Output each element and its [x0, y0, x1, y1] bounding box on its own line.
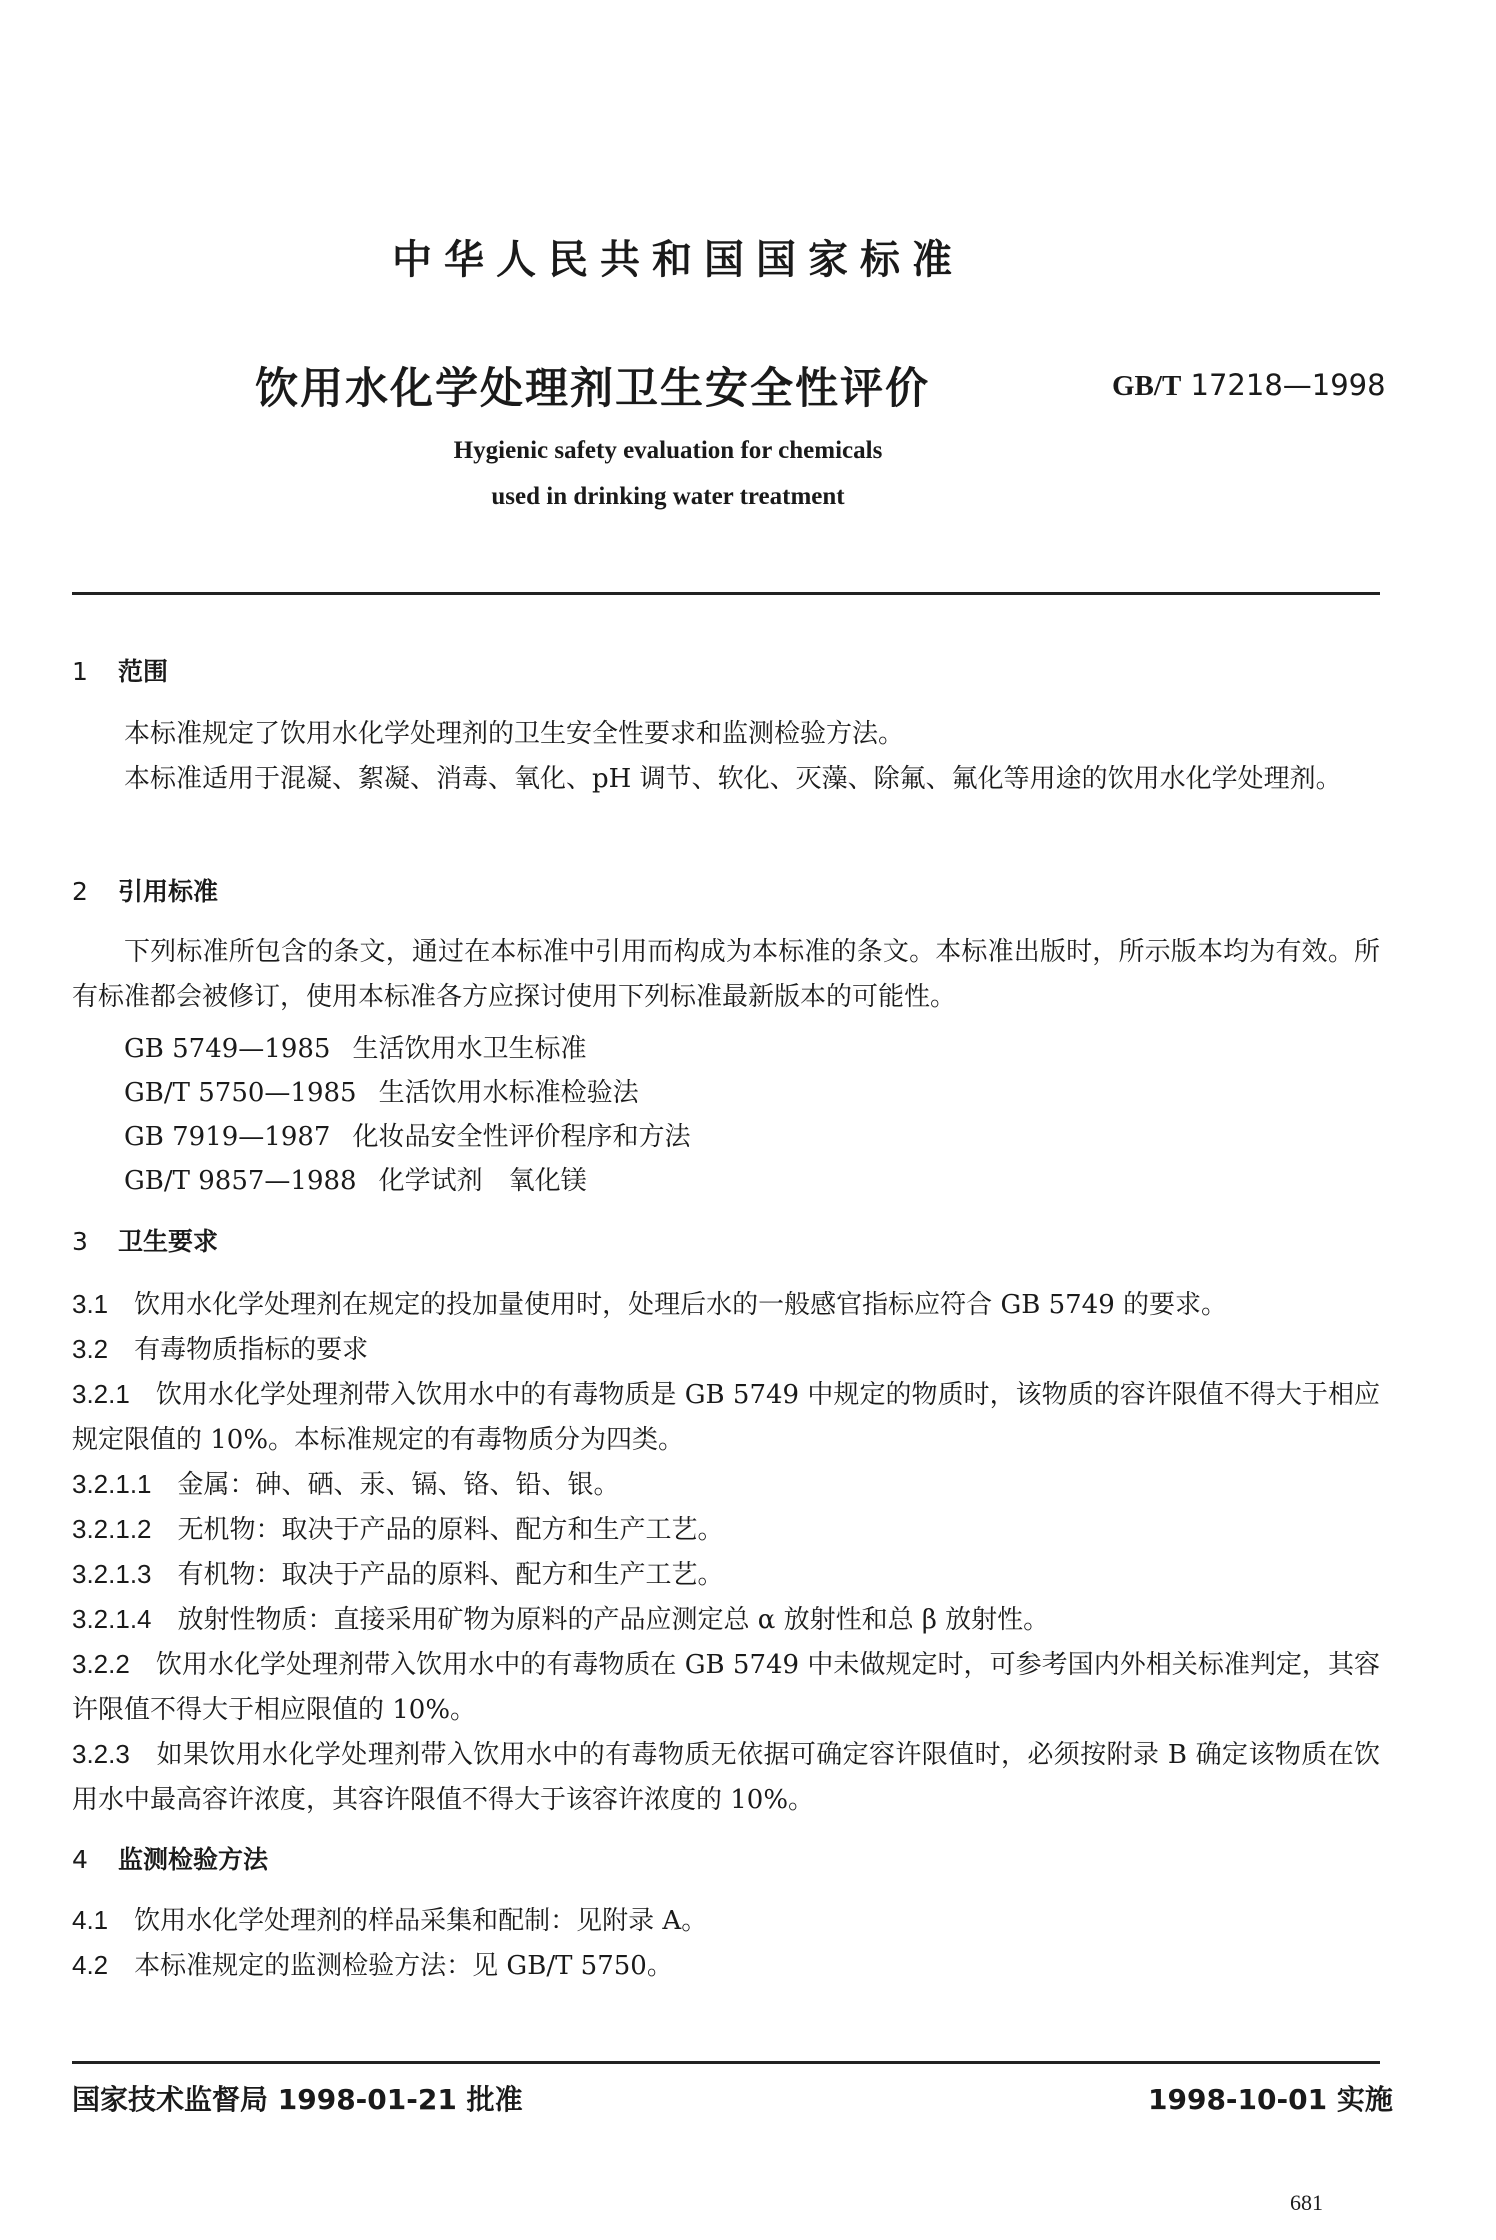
clause-4-1 [72, 1898, 1380, 1944]
implementation-date: 1998-10-01 实施 [1148, 2083, 1393, 2116]
section-title: 范围 [118, 657, 169, 686]
section-1-paragraph-2: 本标准适用于混凝、絮凝、消毒、氧化、pH 调节、软化、灭藻、除氟、氟化等用途的饮用水化学处理剂。 [124, 764, 1342, 794]
section-title: 监测检验方法 [118, 1845, 269, 1874]
clause-text: 有机物：取决于产品的原料、配方和生产工艺。 [177, 1560, 724, 1590]
page-number: 681 [1290, 2190, 1323, 2215]
section-1-paragraph-1: 本标准规定了饮用水化学处理剂的卫生安全性要求和监测检验方法。 [124, 719, 905, 749]
standard-number [1112, 368, 1386, 403]
section-number: 2 [72, 877, 88, 906]
section-3-heading [72, 1222, 218, 1258]
footer-divider [72, 2061, 1380, 2064]
standard-prefix: GB/T [1112, 370, 1182, 402]
reference-code: GB/T 5750—1985 [124, 1078, 357, 1108]
reference-code: GB 5749—1985 [124, 1034, 331, 1064]
clause-text: 有毒物质指标的要求 [134, 1335, 369, 1365]
clause-number: 3.2.1 [72, 1379, 130, 1409]
clause-3-2-1 [72, 1372, 1380, 1463]
reference-code: GB 7919—1987 [124, 1122, 331, 1152]
reference-item [124, 1028, 587, 1065]
clause-text: 饮用水化学处理剂的样品采集和配制：见附录 A。 [134, 1906, 708, 1936]
section-2-heading [72, 872, 218, 908]
clause-text: 如果饮用水化学处理剂带入饮用水中的有毒物质无依据可确定容许限值时，必须按附录 B 确定该物质在饮用水中最高容许浓度，其容许限值不得大于该容许浓度的 10%。 [72, 1740, 1380, 1815]
clause-3-1 [72, 1282, 1380, 1328]
reference-code: GB/T 9857—1988 [124, 1166, 357, 1196]
clause-text: 本标准规定的监测检验方法：见 GB/T 5750。 [134, 1951, 673, 1981]
english-title-line-2: used in drinking water treatment [491, 483, 845, 510]
clause-3-2-1-3 [72, 1552, 1380, 1598]
clause-number: 3.2 [72, 1334, 109, 1364]
reference-name: 化妆品安全性评价程序和方法 [352, 1122, 691, 1152]
document-title: 饮用水化学处理剂卫生安全性评价 [255, 364, 930, 414]
clause-number: 3.2.2 [72, 1649, 130, 1679]
reference-item [124, 1116, 691, 1153]
section-number: 3 [72, 1227, 88, 1256]
reference-name: 生活饮用水卫生标准 [352, 1034, 587, 1064]
section-number: 1 [72, 657, 88, 686]
clause-number: 4.2 [72, 1950, 109, 1980]
clause-number: 3.2.1.2 [72, 1514, 152, 1544]
section-4-heading [72, 1840, 268, 1876]
clause-number: 4.1 [72, 1905, 109, 1935]
header-divider [72, 592, 1380, 595]
national-standard-header: 中华人民共和国国家标准 [392, 237, 964, 283]
clause-3-2-1-2 [72, 1507, 1380, 1553]
reference-name: 生活饮用水标准检验法 [378, 1078, 639, 1108]
clause-3-2-3 [72, 1732, 1380, 1823]
section-title: 卫生要求 [118, 1227, 219, 1256]
clause-number: 3.2.1.4 [72, 1604, 152, 1634]
clause-text: 放射性物质：直接采用矿物为原料的产品应测定总 α 放射性和总 β 放射性。 [177, 1605, 1050, 1635]
clause-3-2-1-1 [72, 1462, 1380, 1508]
clause-number: 3.2.1.1 [72, 1469, 152, 1499]
clause-4-2 [72, 1943, 1380, 1989]
section-number: 4 [72, 1845, 88, 1874]
clause-text: 饮用水化学处理剂在规定的投加量使用时，处理后水的一般感官指标应符合 GB 5749 的要求。 [134, 1290, 1228, 1320]
clause-text: 无机物：取决于产品的原料、配方和生产工艺。 [177, 1515, 724, 1545]
reference-name: 化学试剂 氧化镁 [378, 1166, 587, 1196]
clause-number: 3.1 [72, 1289, 109, 1319]
clause-3-2-2 [72, 1642, 1380, 1733]
reference-item [124, 1160, 587, 1197]
section-title: 引用标准 [118, 877, 219, 906]
clause-3-2-1-4 [72, 1597, 1380, 1643]
section-2-paragraph: 下列标准所包含的条文，通过在本标准中引用而构成为本标准的条文。本标准出版时，所示版本均为有效。所有标准都会被修订，使用本标准各方应探讨使用下列标准最新版本的可能性。 [72, 937, 1380, 1012]
approval-date: 国家技术监督局 1998-01-21 批准 [72, 2083, 523, 2116]
clause-3-2 [72, 1327, 1380, 1373]
standard-code: 17218—1998 [1190, 368, 1386, 402]
section-1-heading [72, 652, 168, 688]
clause-number: 3.2.3 [72, 1739, 130, 1769]
english-title-line-1: Hygienic safety evaluation for chemicals [453, 437, 883, 464]
clause-text: 饮用水化学处理剂带入饮用水中的有毒物质是 GB 5749 中规定的物质时，该物质的容许限值不得大于相应规定限值的 10%。本标准规定的有毒物质分为四类。 [72, 1380, 1380, 1455]
reference-item [124, 1072, 639, 1109]
clause-text: 金属：砷、硒、汞、镉、铬、铅、银。 [177, 1470, 620, 1500]
clause-text: 饮用水化学处理剂带入饮用水中的有毒物质在 GB 5749 中未做规定时，可参考国内外相关标准判定，其容许限值不得大于相应限值的 10%。 [72, 1650, 1380, 1725]
clause-number: 3.2.1.3 [72, 1559, 152, 1589]
